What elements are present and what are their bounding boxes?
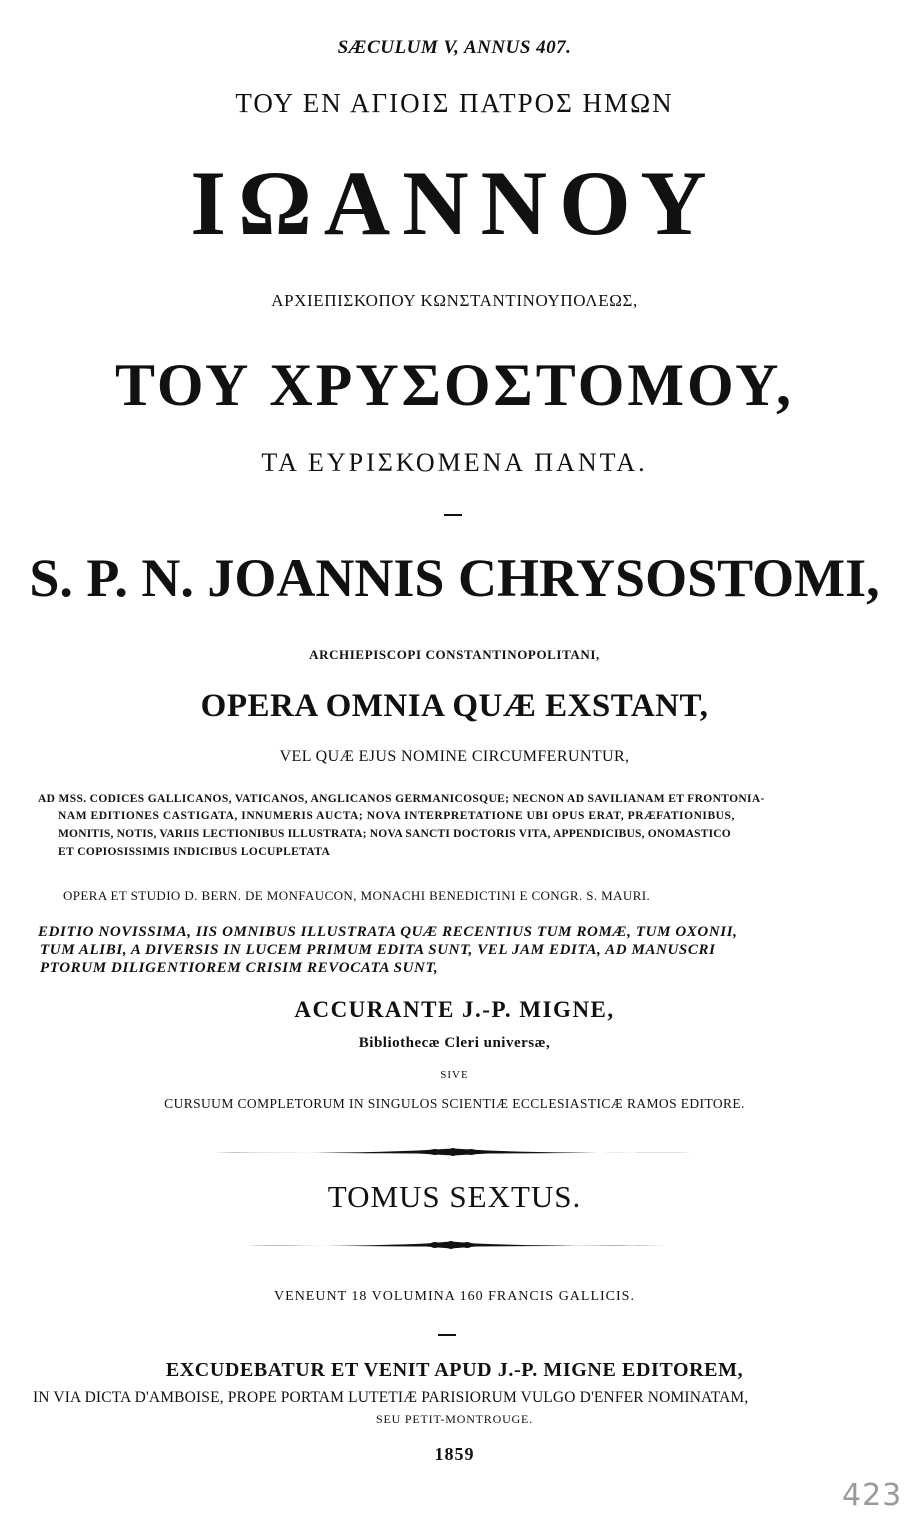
imprint-line-3: SEU PETIT-MONTROUGE. [376,1412,533,1426]
editio-line: PTORUM DILIGENTIOREM CRISIM REVOCATA SUNT, [40,960,439,976]
divider-dash [444,514,462,516]
ornamental-rule [213,1145,693,1159]
ornamental-rule [236,1238,666,1252]
vel-line: VEL QUÆ EJUS NOMINE CIRCUMFERUNTUR, [279,748,630,765]
greek-office: ΑΡΧΙΕΠΙΣΚΟΠΟΥ ΚΩΝΣΤΑΝΤΙΝΟΥΠΟΛΕΩΣ, [271,291,638,310]
sive-line: SIVE [440,1069,469,1081]
saeculum-line: SÆCULUM V, ANNUS 407. [337,37,572,58]
library-stamp-number: 423 [842,1478,903,1513]
tomus-line: TOMUS SEXTUS. [327,1179,582,1214]
greek-intro: ΤΟΥ ΕΝ ΑΓΙΟΙΣ ΠΑΤΡΟΣ ΗΜΩΝ [235,88,674,118]
greek-name: ΙΩΑΝΝΟΥ [190,152,719,254]
description-line: AD MSS. CODICES GALLICANOS, VATICANOS, ANGLICANOS GERMANICOSQUE; NECNON AD SAVILIANAM ET FRONTONIA- [38,793,765,805]
latin-name: S. P. N. JOANNIS CHRYSOSTOMI, [29,548,880,608]
opera-studio-line: OPERA ET STUDIO D. BERN. DE MONFAUCON, MONACHI BENEDICTINI E CONGR. S. MAURI. [63,888,651,903]
editio-line: TUM ALIBI, A DIVERSIS IN LUCEM PRIMUM EDITA SUNT, VEL JAM EDITA, AD MANUSCRI [40,942,716,958]
greek-epithet: ΤΟΥ ΧΡΥΣΟΣΤΟΜΟΥ, [114,352,795,418]
description-line: NAM EDITIONES CASTIGATA, INNUMERIS AUCTA; NOVA INTERPRETATIONE UBI OPUS ERAT, PRÆFATIONIBUS, [58,810,735,822]
publication-year: 1859 [434,1444,475,1464]
veneunt-line: VENEUNT 18 VOLUMINA 160 FRANCIS GALLICIS. [274,1289,635,1304]
accurante-line: ACCURANTE J.-P. MIGNE, [294,997,615,1022]
cursuum-line: CURSUUM COMPLETORUM IN SINGULOS SCIENTIÆ ECCLESIASTICÆ RAMOS EDITORE. [164,1096,745,1111]
imprint-line-2: IN VIA DICTA D'AMBOISE, PROPE PORTAM LUTETIÆ PARISIORUM VULGO D'ENFER NOMINATAM, [33,1389,749,1406]
divider-dash [438,1334,456,1336]
imprint-line-1: EXCUDEBATUR ET VENIT APUD J.-P. MIGNE EDITOREM, [165,1359,744,1381]
opera-omnia: OPERA OMNIA QUÆ EXSTANT, [200,688,709,724]
description-line: ET COPIOSISSIMIS INDICIBUS LOCUPLETATA [58,846,331,858]
greek-works: ΤΑ ΕΥΡΙΣΚΟΜΕΝΑ ΠΑΝΤΑ. [261,448,648,477]
latin-office: ARCHIEPISCOPI CONSTANTINOPOLITANI, [309,647,600,662]
bibliotheca-line: Bibliothecæ Cleri universæ, [358,1035,551,1051]
editio-line: EDITIO NOVISSIMA, IIS OMNIBUS ILLUSTRATA QUÆ RECENTIUS TUM ROMÆ, TUM OXONII, [38,924,738,940]
description-line: MONITIS, NOTIS, VARIIS LECTIONIBUS ILLUSTRATA; NOVA SANCTI DOCTORIS VITA, APPENDICIBUS, ONOMASTICO [58,828,731,840]
